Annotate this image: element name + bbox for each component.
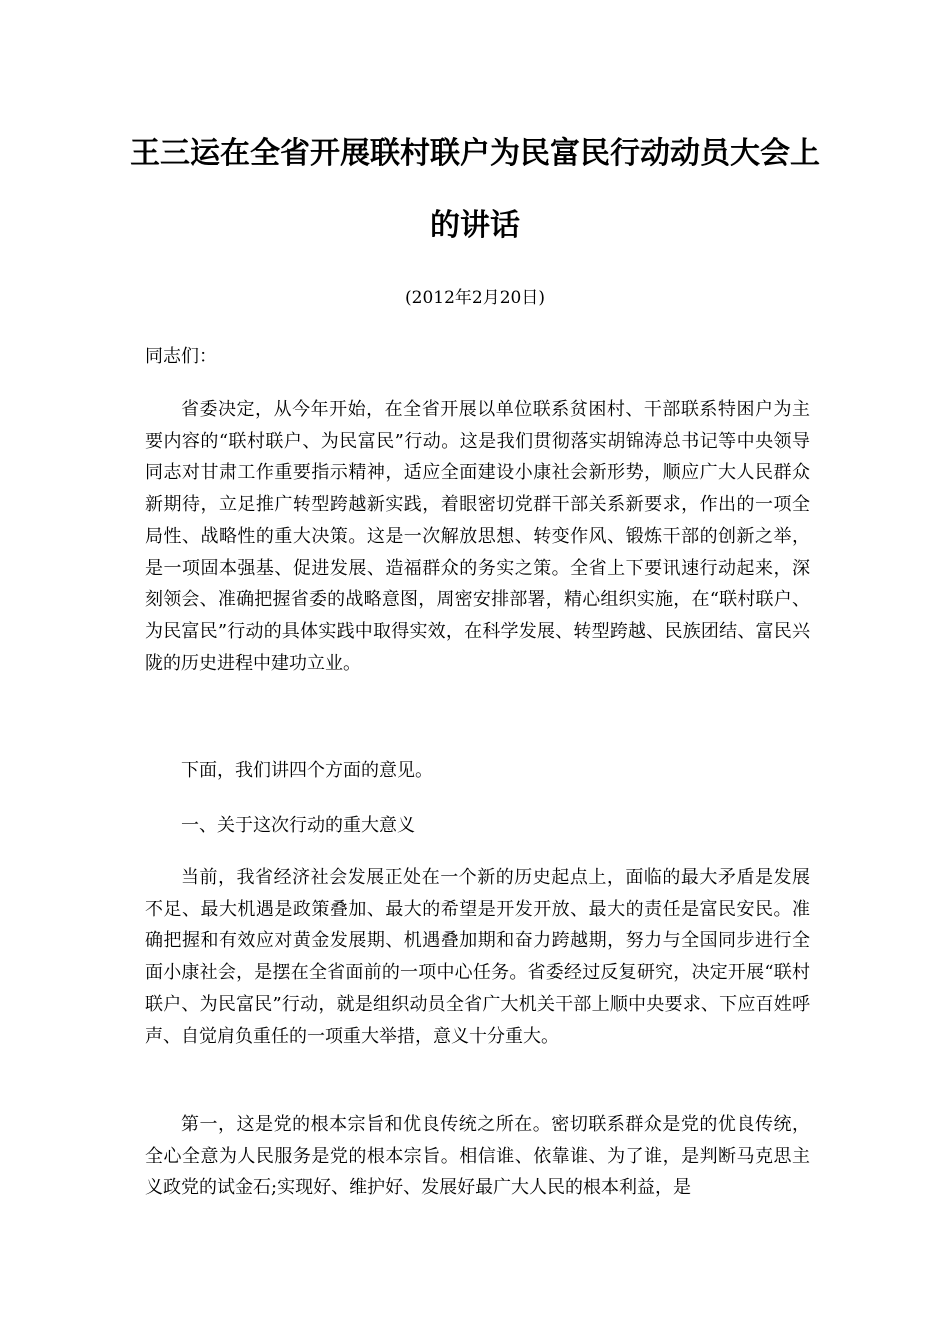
salutation: 同志们： xyxy=(145,346,217,367)
paragraph-intro: 省委决定，从今年开始，在全省开展以单位联系贫困村、干部联系特困户为主要内容的“联村联户、为民富民”行动。这是我们贯彻落实胡锦涛总书记等中央领导同志对甘肃工作重要指示精神，适应全面建设小康社会新形势，顺应广大人民群众新期待，立足推广转型跨越新实践，着眼密切党群干部关系新要求，作出的一项全局性、战略性的重大决策。这是一次解放思想、转变作风、锻炼干部的创新之举，是一项固本强基、促进发展、造福群众的务实之策。全省上下要讯速行动起来，深刻领会、准确把握省委的战略意图，周密安排部署，精心组织实施，在“联村联户、为民富民”行动的具体实践中取得实效，在科学发展、转型跨越、民族团结、富民兴陇的历史进程中建功立业。 xyxy=(145,399,810,674)
section-heading-1: 一、关于这次行动的重大意义 xyxy=(181,815,415,836)
paragraph-outline: 下面，我们讲四个方面的意见。 xyxy=(181,760,433,781)
paragraph-first-point: 第一，这是党的根本宗旨和优良传统之所在。密切联系群众是党的优良传统，全心全意为人民服务是党的根本宗旨。相信谁、依靠谁、为了谁，是判断马克思主义政党的试金石;实现好、维护好、发展好最广大人民的根本利益，是 xyxy=(145,1114,810,1199)
paragraph-current-situation: 当前，我省经济社会发展正处在一个新的历史起点上，面临的最大矛盾是发展不足、最大机遇是政策叠加、最大的希望是开发开放、最大的责任是富民安民。准确把握和有效应对黄金发展期、机遇叠加期和奋力跨越期，努力与全国同步进行全面小康社会，是摆在全省面前的一项中心任务。省委经过反复研究，决定开展“联村联户、为民富民”行动，就是组织动员全省广大机关干部上顺中央要求、下应百姓呼声、自觉肩负重任的一项重大举措，意义十分重大。 xyxy=(145,867,810,1047)
speech-date: (2012年2月20日) xyxy=(405,288,545,308)
document-title-line-1: 王三运在全省开展联村联户为民富民行动动员大会上 xyxy=(130,136,820,171)
document-title-line-2: 的讲话 xyxy=(430,208,520,243)
